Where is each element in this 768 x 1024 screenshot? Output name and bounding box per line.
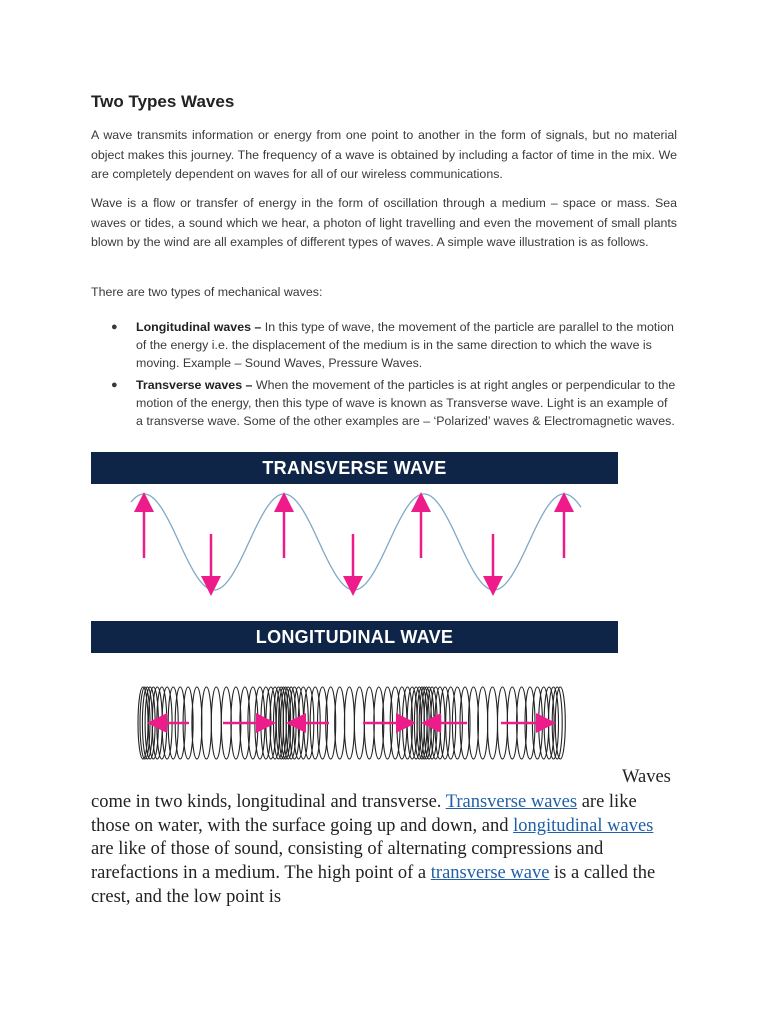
intro-paragraph: A wave transmits information or energy from one point to another in the form of signals, but no material object makes this journey. The frequency of a wave is obtained by including a factor of time in the mix. We are completely dependent on waves for all of our wireless communications.: [91, 128, 677, 181]
text-segment: come in two kinds, longitudinal and transverse.: [91, 792, 446, 812]
waves-explanation-paragraph: [91, 791, 677, 910]
mechanical-waves-intro: There are two types of mechanical waves:: [91, 285, 323, 299]
spring-coil: [201, 687, 211, 759]
transverse-waves-link[interactable]: Transverse waves: [445, 792, 578, 812]
longitudinal-wave-illustration: [91, 680, 618, 766]
text-segment: are like of those of sound, consisting of alternating compressions and rarefactions in a medium. The high point of a: [91, 839, 604, 884]
list-item: [91, 318, 677, 372]
transverse-wave-illustration: [91, 492, 618, 602]
bullet-icon: ●: [111, 321, 118, 333]
longitudinal-waves-link[interactable]: longitudinal waves: [513, 815, 654, 836]
wave-types-list: [91, 318, 677, 434]
wave-definition-paragraph: Wave is a flow or transfer of energy in the form of oscillation through a medium – space or mass. Sea waves or tides, a sound which we hear, a photon of light travelling and even the movement of small plants blown by the wind are all examples of different types of waves. A simple wave illustration is as follows.: [91, 196, 677, 249]
list-item: [91, 376, 677, 430]
longitudinal-wave-banner: LONGITUDINAL WAVE: [91, 621, 618, 653]
spring-coil: [421, 687, 431, 759]
list-item-text: In this type of wave, the movement of the particle are parallel to the motion of the energy i.e. the displacement of the medium is in the same direction to which the wave is moving. Example – Sound Waves, Pressure Waves.: [136, 320, 674, 370]
wave-curve: [131, 494, 581, 590]
bullet-icon: ●: [111, 379, 118, 391]
waves-word: Waves: [622, 767, 671, 787]
transverse-wave-link[interactable]: transverse wave: [430, 863, 550, 884]
spring-coil: [344, 687, 354, 759]
list-item-term: Longitudinal waves –: [136, 320, 262, 334]
spring-coil: [354, 687, 364, 759]
spring-coil: [142, 687, 152, 759]
list-item-term: Transverse waves –: [136, 378, 253, 392]
text-segment: are like those on water, with the surface going up and down, and: [91, 792, 637, 836]
spring-coil: [478, 687, 488, 759]
text-segment: is a called the crest, and the low point is: [91, 863, 656, 907]
page-title: Two Types Waves: [91, 92, 235, 111]
spring-coil: [488, 687, 498, 759]
spring-coil: [211, 687, 221, 759]
transverse-wave-banner: TRANSVERSE WAVE: [91, 452, 618, 484]
list-item-text: When the movement of the particles is at right angles or perpendicular to the motion of the energy, then this type of wave is known as Transverse wave. Light is an example of a transverse wave. Some of the other examples are – ‘Polarized’ waves & Electromagnetic waves.: [136, 378, 676, 428]
